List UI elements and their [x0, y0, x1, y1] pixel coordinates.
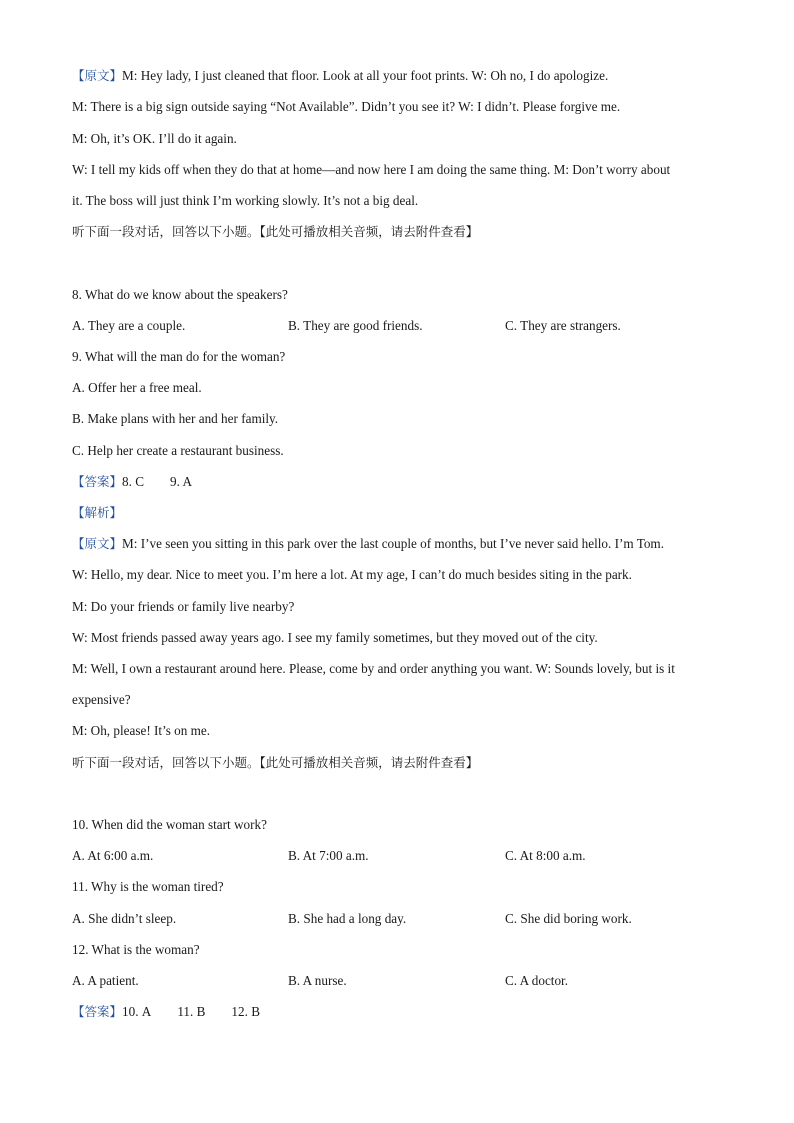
script-tag: 【原文】: [72, 536, 123, 551]
option-a: A. They are a couple.: [72, 318, 186, 333]
question-text: 11. Why is the woman tired?: [72, 879, 224, 894]
script-line: M: Well, I own a restaurant around here. Please, come by and order anything you want. W: Sounds lovely, but is it: [72, 661, 675, 676]
answer-value: 8. C: [122, 474, 144, 489]
script-line: expensive?: [72, 692, 131, 707]
script-line: M: Oh, it’s OK. I’ll do it again.: [72, 131, 237, 146]
option-a: A. Offer her a free meal.: [72, 380, 202, 395]
answer-value: 9. A: [170, 474, 192, 489]
option-c: C. A doctor.: [505, 973, 569, 988]
option-row: [72, 846, 722, 866]
script-line: it. The boss will just think I’m working slowly. It’s not a big deal.: [72, 193, 419, 208]
script-line: [72, 66, 608, 86]
listening-instruction: 听下面一段对话，回答以下小题。【此处可播放相关音频，请去附件查看】: [72, 224, 479, 239]
script-tag: 【原文】: [72, 68, 123, 83]
answer-value: 11. B: [177, 1004, 206, 1019]
question-text: 12. What is the woman?: [72, 942, 200, 957]
script-line: M: Oh, please! It’s on me.: [72, 723, 211, 738]
answer-line: [72, 472, 192, 492]
answer-value: 10. A: [122, 1004, 152, 1019]
option-a: A. At 6:00 a.m.: [72, 848, 154, 863]
script-text: M: Hey lady, I just cleaned that floor. Look at all your foot prints. W: Oh no, I do apologize.: [122, 68, 609, 83]
option-a: A. She didn’t sleep.: [72, 911, 177, 926]
option-c: C. They are strangers.: [505, 318, 621, 333]
option-c: C. Help her create a restaurant business.: [72, 443, 284, 458]
question-text: 8. What do we know about the speakers?: [72, 287, 288, 302]
answer-tag: 【答案】: [72, 1004, 123, 1019]
answer-line: [72, 1002, 260, 1022]
option-b: B. A nurse.: [288, 973, 347, 988]
answer-tag: 【答案】: [72, 474, 123, 489]
option-b: B. They are good friends.: [288, 318, 423, 333]
script-line: M: Do your friends or family live nearby?: [72, 599, 295, 614]
listening-instruction: 听下面一段对话，回答以下小题。【此处可播放相关音频，请去附件查看】: [72, 755, 479, 770]
option-b: B. She had a long day.: [288, 911, 407, 926]
script-line: W: I tell my kids off when they do that at home—and now here I am doing the same thing. M: Don’t worry about: [72, 162, 671, 177]
question-text: 9. What will the man do for the woman?: [72, 349, 286, 364]
answer-value: 12. B: [231, 1004, 260, 1019]
option-a: A. A patient.: [72, 973, 139, 988]
script-line: [72, 534, 664, 554]
analysis-line: [72, 503, 122, 523]
script-line: M: There is a big sign outside saying “Not Available”. Didn’t you see it? W: I didn’t. Please forgive me.: [72, 99, 621, 114]
script-line: W: Most friends passed away years ago. I see my family sometimes, but they moved out of the city.: [72, 630, 598, 645]
option-row: [72, 316, 722, 336]
analysis-tag: 【解析】: [72, 505, 123, 520]
option-c: C. She did boring work.: [505, 911, 632, 926]
option-c: C. At 8:00 a.m.: [505, 848, 586, 863]
option-b: B. Make plans with her and her family.: [72, 411, 279, 426]
option-row: [72, 909, 722, 929]
option-b: B. At 7:00 a.m.: [288, 848, 369, 863]
script-text: M: I’ve seen you sitting in this park over the last couple of months, but I’ve never said hello. I’m Tom.: [122, 536, 664, 551]
question-text: 10. When did the woman start work?: [72, 817, 267, 832]
option-row: [72, 971, 722, 991]
script-line: W: Hello, my dear. Nice to meet you. I’m here a lot. At my age, I can’t do much besides siting in the park.: [72, 567, 632, 582]
